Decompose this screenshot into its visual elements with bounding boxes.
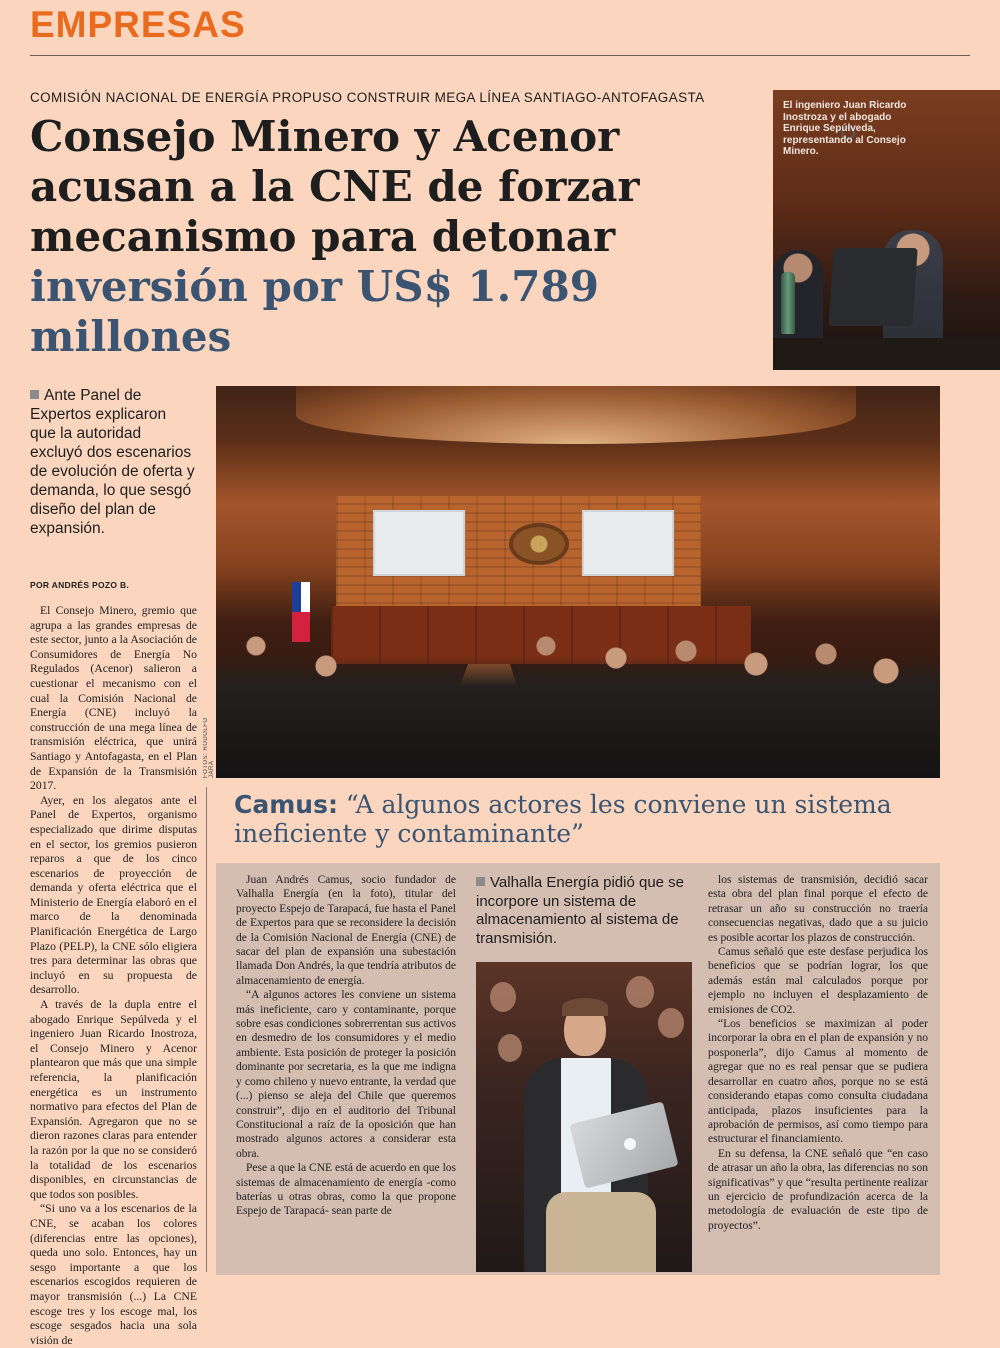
bullet-square-icon xyxy=(30,390,39,399)
photo-credit: FOTOS: RODOLFO JARA xyxy=(203,717,215,778)
photo-camus xyxy=(476,962,692,1272)
lead-text: Ante Panel de Expertos explicaron que la autoridad excluyó dos escenarios de evolución de oferta y demanda, lo que sesgó diseño del plan de expansión. xyxy=(30,387,195,537)
body-paragraph: A través de la dupla entre el abogado Enrique Sepúlveda y el ingeniero Juan Ricardo Inostroza, el Consejo Minero y Acenor plantearon que más que una simple referencia, la planificación energética es un instrumento normativo para efectos del Plan de Expansión. Agregaron que no se dieron razones claras para entender la razón por la que no se consideró la totalidad de los escenarios disponibles, en circunstancias de que todos son posibles. xyxy=(30,998,197,1201)
bullet-square-icon xyxy=(476,877,485,886)
sidebar-column-1 xyxy=(236,873,456,1269)
photo-auditorium xyxy=(216,386,940,778)
kicker: COMISIÓN NACIONAL DE ENERGÍA PROPUSO CONSTRUIR MEGA LÍNEA SANTIAGO-ANTOFAGASTA xyxy=(30,90,705,105)
body-paragraph: Camus señaló que este desfase perjudica los beneficios que se podrían lograr, los que además están mal calculados porque por ejemplo no incluyen el desplazamiento de emisiones de CO2. xyxy=(708,946,928,1016)
body-paragraph: En su defensa, la CNE señaló que “en caso de atrasar un año la obra, las diferencias no son significativas” y que “resulta pertinente realizar un ejercicio de profundización acerca de la metodología de evaluación de este tipo de proyectos”. xyxy=(708,1147,928,1232)
sub-headline xyxy=(234,790,954,848)
article-body-left xyxy=(30,604,197,1347)
photo-background-face xyxy=(490,982,516,1012)
sidebar-column-3 xyxy=(708,873,928,1269)
photo-projection-screen xyxy=(582,510,674,576)
sub-headline-speaker: Camus: xyxy=(234,790,338,819)
section-label: EMPRESAS xyxy=(30,4,246,45)
body-paragraph: “Si uno va a los escenarios de la CNE, se acaban los colores (diferencias entre las opciones), queda uno solo. Entonces, hay un sesgo importante a que los escenarios escogidos requieren de mayor transmisión (...) La CNE escoge tres y los escoge mal, los escoge sesgados hacia una sola visión de xyxy=(30,1202,197,1347)
body-paragraph: Ayer, en los alegatos ante el Panel de Expertos, organismo especializado que dirime disputas en el sector, los gremios pusieron reparos a que de los cinco escenarios de proyección de demanda y oferta eléctrica que el Ministerio de Energía elaboró en el marco de la denominada Planificación Energética de Largo Plazo (PELP), la CNE sólo eligiera tres para determinar las obras que incluyó en su propuesta de desarrollo. xyxy=(30,793,197,997)
headline xyxy=(30,112,770,362)
body-paragraph: los sistemas de transmisión, decidió sacar esta obra del plan final porque el efecto de retrasar un año su construcción no traería consecuencias negativas, dado que a su juicio es posible acortar los plazos de construcción. xyxy=(708,874,928,944)
sub-headline-quote: “A algunos actores les conviene un sistema ineficiente y contaminante” xyxy=(234,790,892,848)
photo-person-hair xyxy=(562,998,608,1016)
photo-background-face xyxy=(658,1008,684,1038)
seal-emblem-icon xyxy=(509,523,569,565)
section-divider xyxy=(30,55,970,56)
apple-logo-icon xyxy=(624,1138,636,1150)
pull-quote xyxy=(476,874,694,948)
photo-background-face xyxy=(626,976,654,1008)
photo-consejo-minero xyxy=(773,90,1000,370)
headline-main: Consejo Minero y Acenor acusan a la CNE de forzar mecanismo para detonar xyxy=(30,112,640,261)
body-paragraph: Pese a que la CNE está de acuerdo en que los sistemas de almacenamiento de energía -como baterías u otras obras, como la que propone Espejo de Tarapacá- sean parte de xyxy=(236,1162,456,1218)
photo-projection-screen xyxy=(373,510,465,576)
body-paragraph: “A algunos actores les conviene un sistema más ineficiente, caro y contaminante, porque sobre esas condiciones sobrerrentan sus activos en desmedro de los consumidores y el medio ambiente. Esta posición de proteger la posición dominante por secretaria, es la que me indigna y como chileno y nuevo entrante, la verdad que (...) pienso se aleja del Chile que queremos construir”, dijo en el auditorio del Tribunal Constitucional a raíz de la oposición que han mostrado algunos actores a considerar esta obra. xyxy=(236,989,456,1160)
photo-ceiling xyxy=(296,386,856,444)
pull-quote-text: Valhalla Energía pidió que se incorpore un sistema de almacenamiento al sistema de transmisión. xyxy=(476,874,685,947)
photo-person-legs xyxy=(546,1192,656,1272)
byline: POR ANDRÉS POZO B. xyxy=(30,580,130,590)
column-divider xyxy=(206,787,207,1272)
photo-caption: El ingeniero Juan Ricardo Inostroza y el abogado Enrique Sepúlveda, representando al Consejo Minero. xyxy=(783,100,907,157)
photo-laptop xyxy=(828,248,917,326)
photo-desk xyxy=(773,338,1000,370)
photo-background-face xyxy=(498,1034,522,1062)
body-paragraph: Juan Andrés Camus, socio fundador de Valhalla Energía (en la foto), titular del proyecto Espejo de Tarapacá, fue hasta el Panel de Expertos para que se reconsidere la decisión de la Comisión Nacional de Energía (CNE) de sacar del plan de expansión una subestación llamada Don Andrés, la que tendría atributos de almacenamiento de energía. xyxy=(236,874,456,987)
body-paragraph: “Los beneficios se maximizan al poder incorporar la obra en el plan de expansión y no posponerla”, dijo Camus al momento de agregar que no es real pensar que se pudiera desarrollar en cuatro años, porque no se está considerando etapas como consulta ciudadana anticipada, plazos insuficientes para la aprobación de permisos, así como tiempo para estructurar el financiamiento. xyxy=(708,1018,928,1146)
photo-audience xyxy=(216,626,940,778)
lead-paragraph xyxy=(30,386,195,538)
photo-bottle xyxy=(781,272,795,334)
body-paragraph: El Consejo Minero, gremio que agrupa a las grandes empresas de este sector, junto a la Asociación de Consumidores de Energía No Regulados (Acenor) salieron a cuestionar el mecanismo con el cual la Comisión Nacional de Energía (CNE) incluyó la construcción de una mega línea de transmisión eléctrica, que unirá Santiago y Antofagasta, en el Plan de Expansión de la Transmisión 2017. xyxy=(30,604,197,793)
headline-accent: inversión por US$ 1.789 millones xyxy=(30,262,599,361)
